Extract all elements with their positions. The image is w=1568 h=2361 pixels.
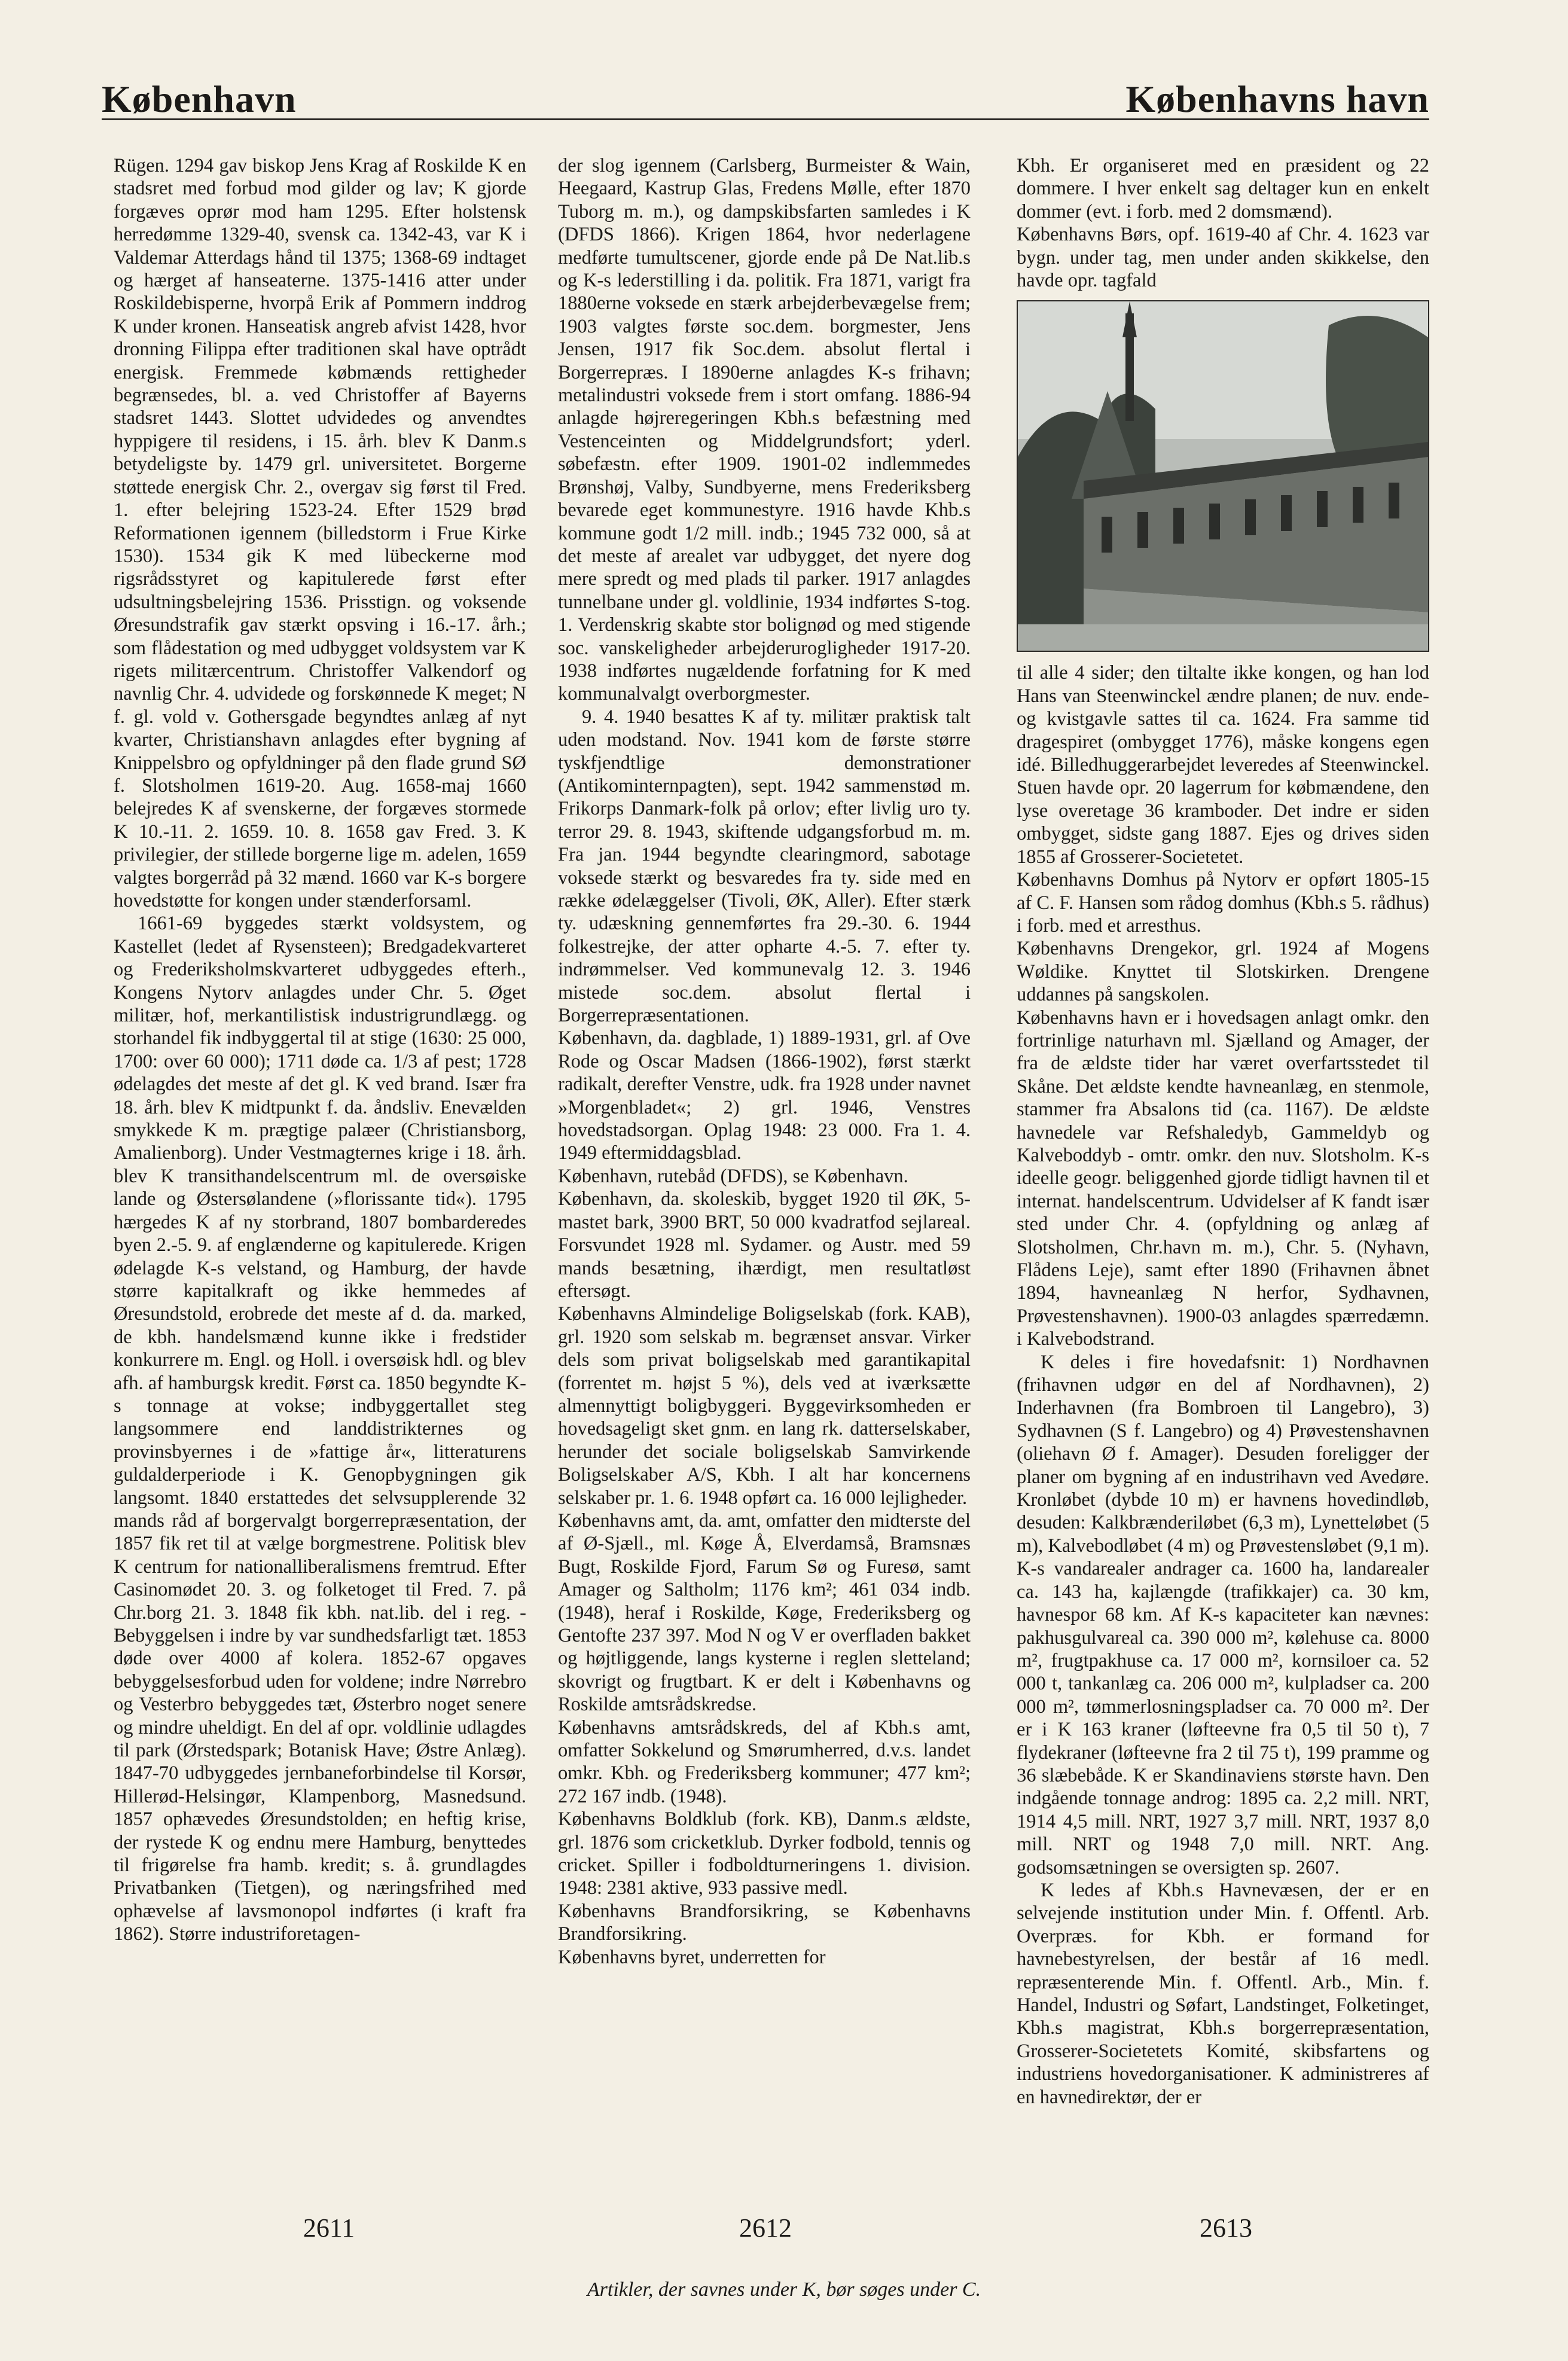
page-number-center: 2612 — [739, 2213, 792, 2243]
paragraph: K ledes af Kbh.s Havnevæsen, der er en selvejende institution under Min. f. Offentl. Arb. Overpræs. for Kbh. er formand for havnebestyrelsen, der består af 16 medl. repræsenterende Min. f. Offentl. Arb., Min. f. Handel, Industri og Søfart, Landstinget, Folketinget, Kbh.s magistrat, Kbh.s borgerrepræsentation, Grosserer-Societetets Komité, skibsfartens og industriens hovedorganisationer. K administreres af en havnedirektør, der er — [1017, 1879, 1429, 2108]
entry-drengekor: Københavns Drengekor, grl. 1924 af Mogens Wøldike. Knyttet til Slotskirken. Drengene uddannes på sangskolen. — [1017, 938, 1429, 1006]
entry-domhus: Københavns Domhus på Nytorv er opført 1805-15 af C. F. Hansen som rådog domhus (Kbh.s 5. rådhus) i forb. med et arresthus. — [1017, 869, 1429, 937]
header-rule — [102, 118, 1429, 120]
entry-kobenhavns-bors: Københavns Børs, opf. 1619-40 af Chr. 4. 1623 var bygn. under tag, men under anden skikkelse, den havde opr. tagfald — [1017, 224, 1429, 292]
paragraph: til alle 4 sider; den tiltalte ikke kongen, og han lod Hans van Steenwinckel ændre planen; de nuv. ende- og kvistgavle sattes til ca. 1624. Fra samme tid dragespiret (ombygget 1776), måske kongens egen idé. Billedhuggerarbejdet leveredes af Steenwinckel. Stuen havde opr. 20 lagerrum for købmændene, den lyse overetage 36 kramboder. Det indre er siden ombygget, sidste gang 1887. Ejes og drives siden 1855 af Grosserer-Societetet. — [1017, 662, 1429, 868]
entry-kobenhavn-rutebad: København, rutebåd (DFDS), se København. — [558, 1165, 908, 1187]
page-number-right: 2613 — [1200, 2213, 1252, 2243]
entry-byret: Københavns byret, underretten for — [558, 1946, 826, 1968]
entry-almindelige-boligselskab: Københavns Almindelige Boligselskab (fork. KAB), grl. 1920 som selskab m. begrænset ansvar. Virker dels som privat boligselskab med garantikapital (forrentet m. højst 5 %), dels ved at iværksætte almennyttigt boligbyggeri. Byggevirksomheden er hovedsageligt sket gnm. en lang rk. datterselskaber, herunder det sociale boligselskab Samvirkende Boligselskaber A/S, Kbh. I alt har koncernens selskaber pr. 1. 6. 1948 opført ca. 16 000 lejligheder. — [558, 1303, 971, 1509]
bors-photo — [1017, 300, 1429, 652]
paragraph: Kbh. Er organiseret med en præsident og 22 dommere. I hver enkelt sag deltager kun en enkelt dommer (evt. i forb. med 2 domsmænd). — [1017, 155, 1429, 222]
entry-amtsradskreds: Københavns amtsrådskreds, del af Kbh.s amt, omfatter Sokkelund og Smørumherred, d.v.s. landet omkr. Kbh. og Frederiksberg kommuner; 477 km²; 272 167 indb. (1948). — [558, 1716, 971, 1807]
paragraph: der slog igennem (Carlsberg, Burmeister & Wain, Heegaard, Kastrup Glas, Fredens Mølle, efter 1870 Tuborg m. m.), og dampskibsfarten samledes i K (DFDS 1866). Krigen 1864, hvor nederlagene medførte tumultscener, gjorde ende på De Nat.lib.s og K-s lederstilling i da. politik. Fra 1871, varigt fra 1880erne voksede en stærk arbejderbevægelse frem; 1903 valgtes første soc.dem. borgmester, Jens Jensen, 1917 fik Soc.dem. absolut flertal i Borgerrepræs. I 1890erne anlagdes K-s frihavn; metalindustri voksede frem i stort omfang. 1886-94 anlagde højreregeringen Kbh.s befæstning med Vestenceinten og Middelgrundsfort; yderl. søbefæstn. efter 1909. 1901-02 indlemmedes Brønshøj, Valby, Sundbyerne, mens Frederiksberg bevarede eget kommunestyre. 1916 havde Khb.s kommune godt 1/2 mill. indb.; 1945 732 000, så at det meste af arealet var udbygget, det nyere dog mere spredt og med plads til parker. 1917 anlagdes tunnelbane under gl. voldlinie, 1934 indførtes S-tog. 1. Verdenskrig skabte stor bolignød og med stigende soc. vanskeligheder arbejderurogligheder 1917-20. 1938 indførtes nugældende forfatning for K med kommunalvalgt overborgmester. — [558, 155, 971, 705]
entry-kobenhavns-amt: Københavns amt, da. amt, omfatter den midterste del af Ø-Sjæll., ml. Køge Å, Elverdamså, Bramsnæs Bugt, Roskilde Fjord, Farum Sø og Furesø, samt Amager og Saltholm; 1176 km²; 461 034 indb. (1948), heraf i Roskilde, Køge, Frederiksberg og Gentofte 237 397. Mod N og V er overfladen bakket og højtliggende, langs kysterne i reglen sletteland; skovrigt og frugtbart. K er delt i Københavns og Roskilde amtsrådskredse. — [558, 1509, 971, 1716]
page-number-left: 2611 — [303, 2213, 355, 2243]
entry-kobenhavns-havn: Københavns havn er i hovedsagen anlagt omkr. den fortrinlige naturhavn ml. Sjælland og Amager, der fra de ældste tider har været overfartsstedet til Skåne. Det ældste kendte havneanlæg, en stenmole, stammer fra Absalons tid (ca. 1167). De ældste havnedele var Refshaledyb, Gammeldyb og Kalveboddyb - omtr. omkr. den nuv. Slotsholm. K-s ideelle geogr. beliggenhed gjorde tidligt havnen til et internat. handelscentrum. Udvidelser af K fandt især sted under Chr. 4. (opfyldning og anlæg af Slotsholmen, Chr.havn m. m.), Chr. 5. (Nyhavn, Flådens Leje), samt efter 1890 (Frihavnen åbnet 1894, havneanlæg N herfor, Sydhavnen, Prøvestenshavnen). 1900-03 anlagdes spærredæmn. i Kalvebodstrand. — [1017, 1006, 1429, 1350]
entry-brandforsikring: Københavns Brandforsikring, se Københavns Brandforsikring. — [558, 1900, 971, 1945]
entry-boldklub: Københavns Boldklub (fork. KB), Danm.s ældste, grl. 1876 som cricketklub. Dyrker fodbold, tennis og cricket. Spiller i fodboldturneringens 1. division. 1948: 2381 aktive, 933 passive medl. — [558, 1808, 971, 1899]
running-head-left: København — [102, 78, 297, 120]
text-column-2 — [558, 154, 971, 2152]
text-column-1 — [114, 154, 526, 2152]
entry-kobenhavn-dagblade: København, da. dagblade, 1) 1889-1931, grl. af Ove Rode og Oscar Madsen (1866-1902), først stærkt radikalt, derefter Venstre, udk. fra 1928 under navnet »Morgenbladet«; 2) grl. 1946, Venstres hovedstadsorgan. Oplag 1948: 23 000. Fra 1. 4. 1949 eftermiddagsblad. — [558, 1027, 971, 1164]
footer-note: Artikler, der savnes under K, bør søges under C. — [587, 2278, 981, 2301]
running-head-right: Københavns havn — [1125, 78, 1429, 120]
text-column-3 — [1017, 154, 1429, 2152]
paragraph: 1661-69 byggedes stærkt voldsystem, og Kastellet (ledet af Rysensteen); Bredgadekvarteret og Frederiksholmskvarteret udbyggedes efterh., Kongens Nytorv anlagdes under Chr. 5. Øget militær, hof, merkantilistisk industrigrundlægg. og storhandel fik indbyggertal til at stige (1630: 25 000, 1700: over 60 000); 1711 døde ca. 1/3 af pest; 1728 ødelagdes det meste af det gl. K ved brand. Især fra 18. årh. blev K midtpunkt f. da. åndsliv. Enevælden smykkede K m. prægtige palæer (Christiansborg, Amalienborg). Under Vestmagternes krige i 18. årh. blev K transithandelscentrum ml. de oversøiske lande og Østersølandene (»florissante tid«). 1795 hærgedes K af ny storbrand, 1807 bombarderedes byen 2.-5. 9. af englænderne og kapitulerede. Krigen ødelagde K-s velstand, og Hamburg, der havde større kapitalkraft og ikke hemmedes af Øresundstold, erobrede det meste af d. da. marked, de kbh. handelsmænd kunne ikke i fredstider konkurrere m. Engl. og Holl. i oversøisk hdl. og blev afh. af hamburgsk kredit. Først ca. 1850 begyndte K-s tonnage at vokse; indbyggertallet steg langsommere end landdistrikternes og provinsbyernes i de »fattige år«, litteraturens guldalderperiode i K. Genopbygningen gik langsomt. 1840 erstattedes det selvsupplerende 32 mands råd af borgervalgt borgerrepræsentation, der 1857 fik ret til at vælge borgmestrene. Politisk blev K centrum for nationalliberalismens fremtrud. Efter Casinomødet 20. 3. og folketoget til Fred. 7. på Chr.borg 21. 3. 1848 fik kbh. nat.lib. del i reg. - Bebyggelsen i indre by var sundhedsfarligt tæt. 1853 døde over 4000 af kolera. 1852-67 opgaves bebyggelsesforbud uden for voldene; indre Nørrebro og Vesterbro bebyggedes tæt, Østerbro noget senere og mindre uheldigt. En del af opr. voldlinie udlagdes til park (Ørstedspark; Botanisk Have; Østre Anlæg). 1847-70 udbyggedes jernbaneforbindelse til Korsør, Hillerød-Helsingør, Klampenborg, Masnedsund. 1857 ophævedes Øresundstolden; en heftig krise, der rystede K og endnu mere Hamburg, benyttedes til frigørelse fra hamb. kredit; s. å. grundlagdes Privatbanken (Tietgen), og næringsfrihed med ophævelse af lavsmonopol indførtes (i kraft fra 1862). Større industriforetagen- — [114, 913, 526, 1945]
paragraph: K deles i fire hovedafsnit: 1) Nordhavnen (frihavnen udgør en del af Nordhavnen), 2) Inderhavnen (fra Bombroen til Langebro), 3) Sydhavnen (S f. Langebro) og 4) Prøvestenshavnen (oliehavn Ø f. Amager). Desuden foreligger der planer om bygning af en industrihavn ved Avedøre. Kronløbet (dybde 10 m) er havnens hovedindløb, desuden: Kalkbrænderiløbet (6,3 m), Lynetteløbet (5 m), Kalvebodløbet (4 m) og Prøvestensløbet (9,1 m). K-s vandarealer andrager ca. 1600 ha, landarealer ca. 143 ha, kajlængde (trafikkajer) ca. 30 km, havnespor 68 km. Af K-s kapaciteter kan nævnes: pakhusgulvareal ca. 390 000 m², kølehuse ca. 8000 m², frugtpakhuse ca. 17 000 m², kornsiloer ca. 52 000 t, tankanlæg ca. 206 000 m², kulpladser ca. 200 000 m², tømmerlosningspladser ca. 70 000 m². Der er i K 163 kraner (løfteevne fra 0,5 til 50 t), 7 flydekraner (løfteevne fra 2 til 75 t), 199 pramme og 36 slæbebåde. K er Skandinaviens største havn. Den indgående tonnage androg: 1895 ca. 2,2 mill. NRT, 1914 4,5 mill. NRT, 1927 3,7 mill. NRT, 1937 8,0 mill. NRT og 1948 7,0 mill. NRT. Ang. godsomsætningen se oversigten sp. 2607. — [1017, 1351, 1429, 1878]
paragraph: 9. 4. 1940 besattes K af ty. militær praktisk talt uden modstand. Nov. 1941 kom de første større tyskfjendtlige demonstrationer (Antikominternpagten), sept. 1942 sammenstød m. Frikorps Danmark-folk på orlov; efter livlig uro ty. terror 29. 8. 1943, skiftende udgangsforbud m. m. Fra jan. 1944 begyndte clearingmord, sabotage voksede stærkt og besvaredes fra ty. side med en række ødelæggelser (Tivoli, ØK, Aller). Efter stærk ty. udæskning gennemførtes fra 29.-30. 6. 1944 folkestrejke, der atter opharte 4.-5. 7. efter ty. indrømmelser. Ved kommunevalg 12. 3. 1946 mistede soc.dem. absolut flertal i Borgerrepræsentationen. — [558, 706, 971, 1027]
entry-kobenhavn-skoleskib: København, da. skoleskib, bygget 1920 til ØK, 5-mastet bark, 3900 BRT, 50 000 kvadratfod sejlareal. Forsvundet 1928 ml. Sydamer. og Austr. med 59 mands besætning, ihærdigt, men resultatløst eftersøgt. — [558, 1188, 971, 1302]
paragraph: Rügen. 1294 gav biskop Jens Krag af Roskilde K en stadsret med forbud mod gilder og lav; K gjorde forgæves oprør mod ham 1295. Efter holstensk herredømme 1329-40, svensk ca. 1342-43, var K i Valdemar Atterdags hånd til 1375; 1368-69 indtaget og hærget af hanseaterne. 1375-1416 atter under Roskildebisperne, hvorpå Erik af Pommern inddrog K under kronen. Hanseatisk angreb afvist 1428, hvor dronning Filippa efter traditionen skal have optrådt energisk. Fremmede købmænds rettigheder begrænsedes, bl. a. ved Christoffer af Bayerns stadsret 1443. Slottet udvidedes og anvendtes hyppigere til residens, i 15. årh. blev K Danm.s betydeligste by. 1479 grl. universitetet. Borgerne støttede energisk Chr. 2., overgav sig først til Fred. 1. efter belejring 1523-24. Efter 1529 brød Reformationen igennem (billedstorm i Frue Kirke 1530). 1534 gik K med lübeckerne mod rigsrådsstyret og kapitulerede først efter udsultningsbelejring 1536. Prisstign. og voksende Øresundstrafik gav stærkt opsving i 16.-17. årh.; som flådestation og med udbygget voldsystem var K rigets militærcentrum. Christoffer Valkendorf og navnlig Chr. 4. udvidede og forskønnede K meget; N f. gl. vold v. Gothersgade begyndtes anlæg af nyt kvarter, Christianshavn anlagdes efter bygning af Knippelsbro og opfyldninger på den flade grund SØ f. Slotsholmen 1619-20. Aug. 1658-maj 1660 belejredes K af svenskerne, der forgæves stormede K 10.-11. 2. 1659. 10. 8. 1658 gav Fred. 3. K privilegier, der stillede borgerne lige m. adelen, 1659 valgtes borgerråd på 32 mænd. 1660 var K-s borgere hovedstøtte for kongen under stænderforsaml. — [114, 155, 526, 911]
running-header — [102, 65, 1429, 118]
